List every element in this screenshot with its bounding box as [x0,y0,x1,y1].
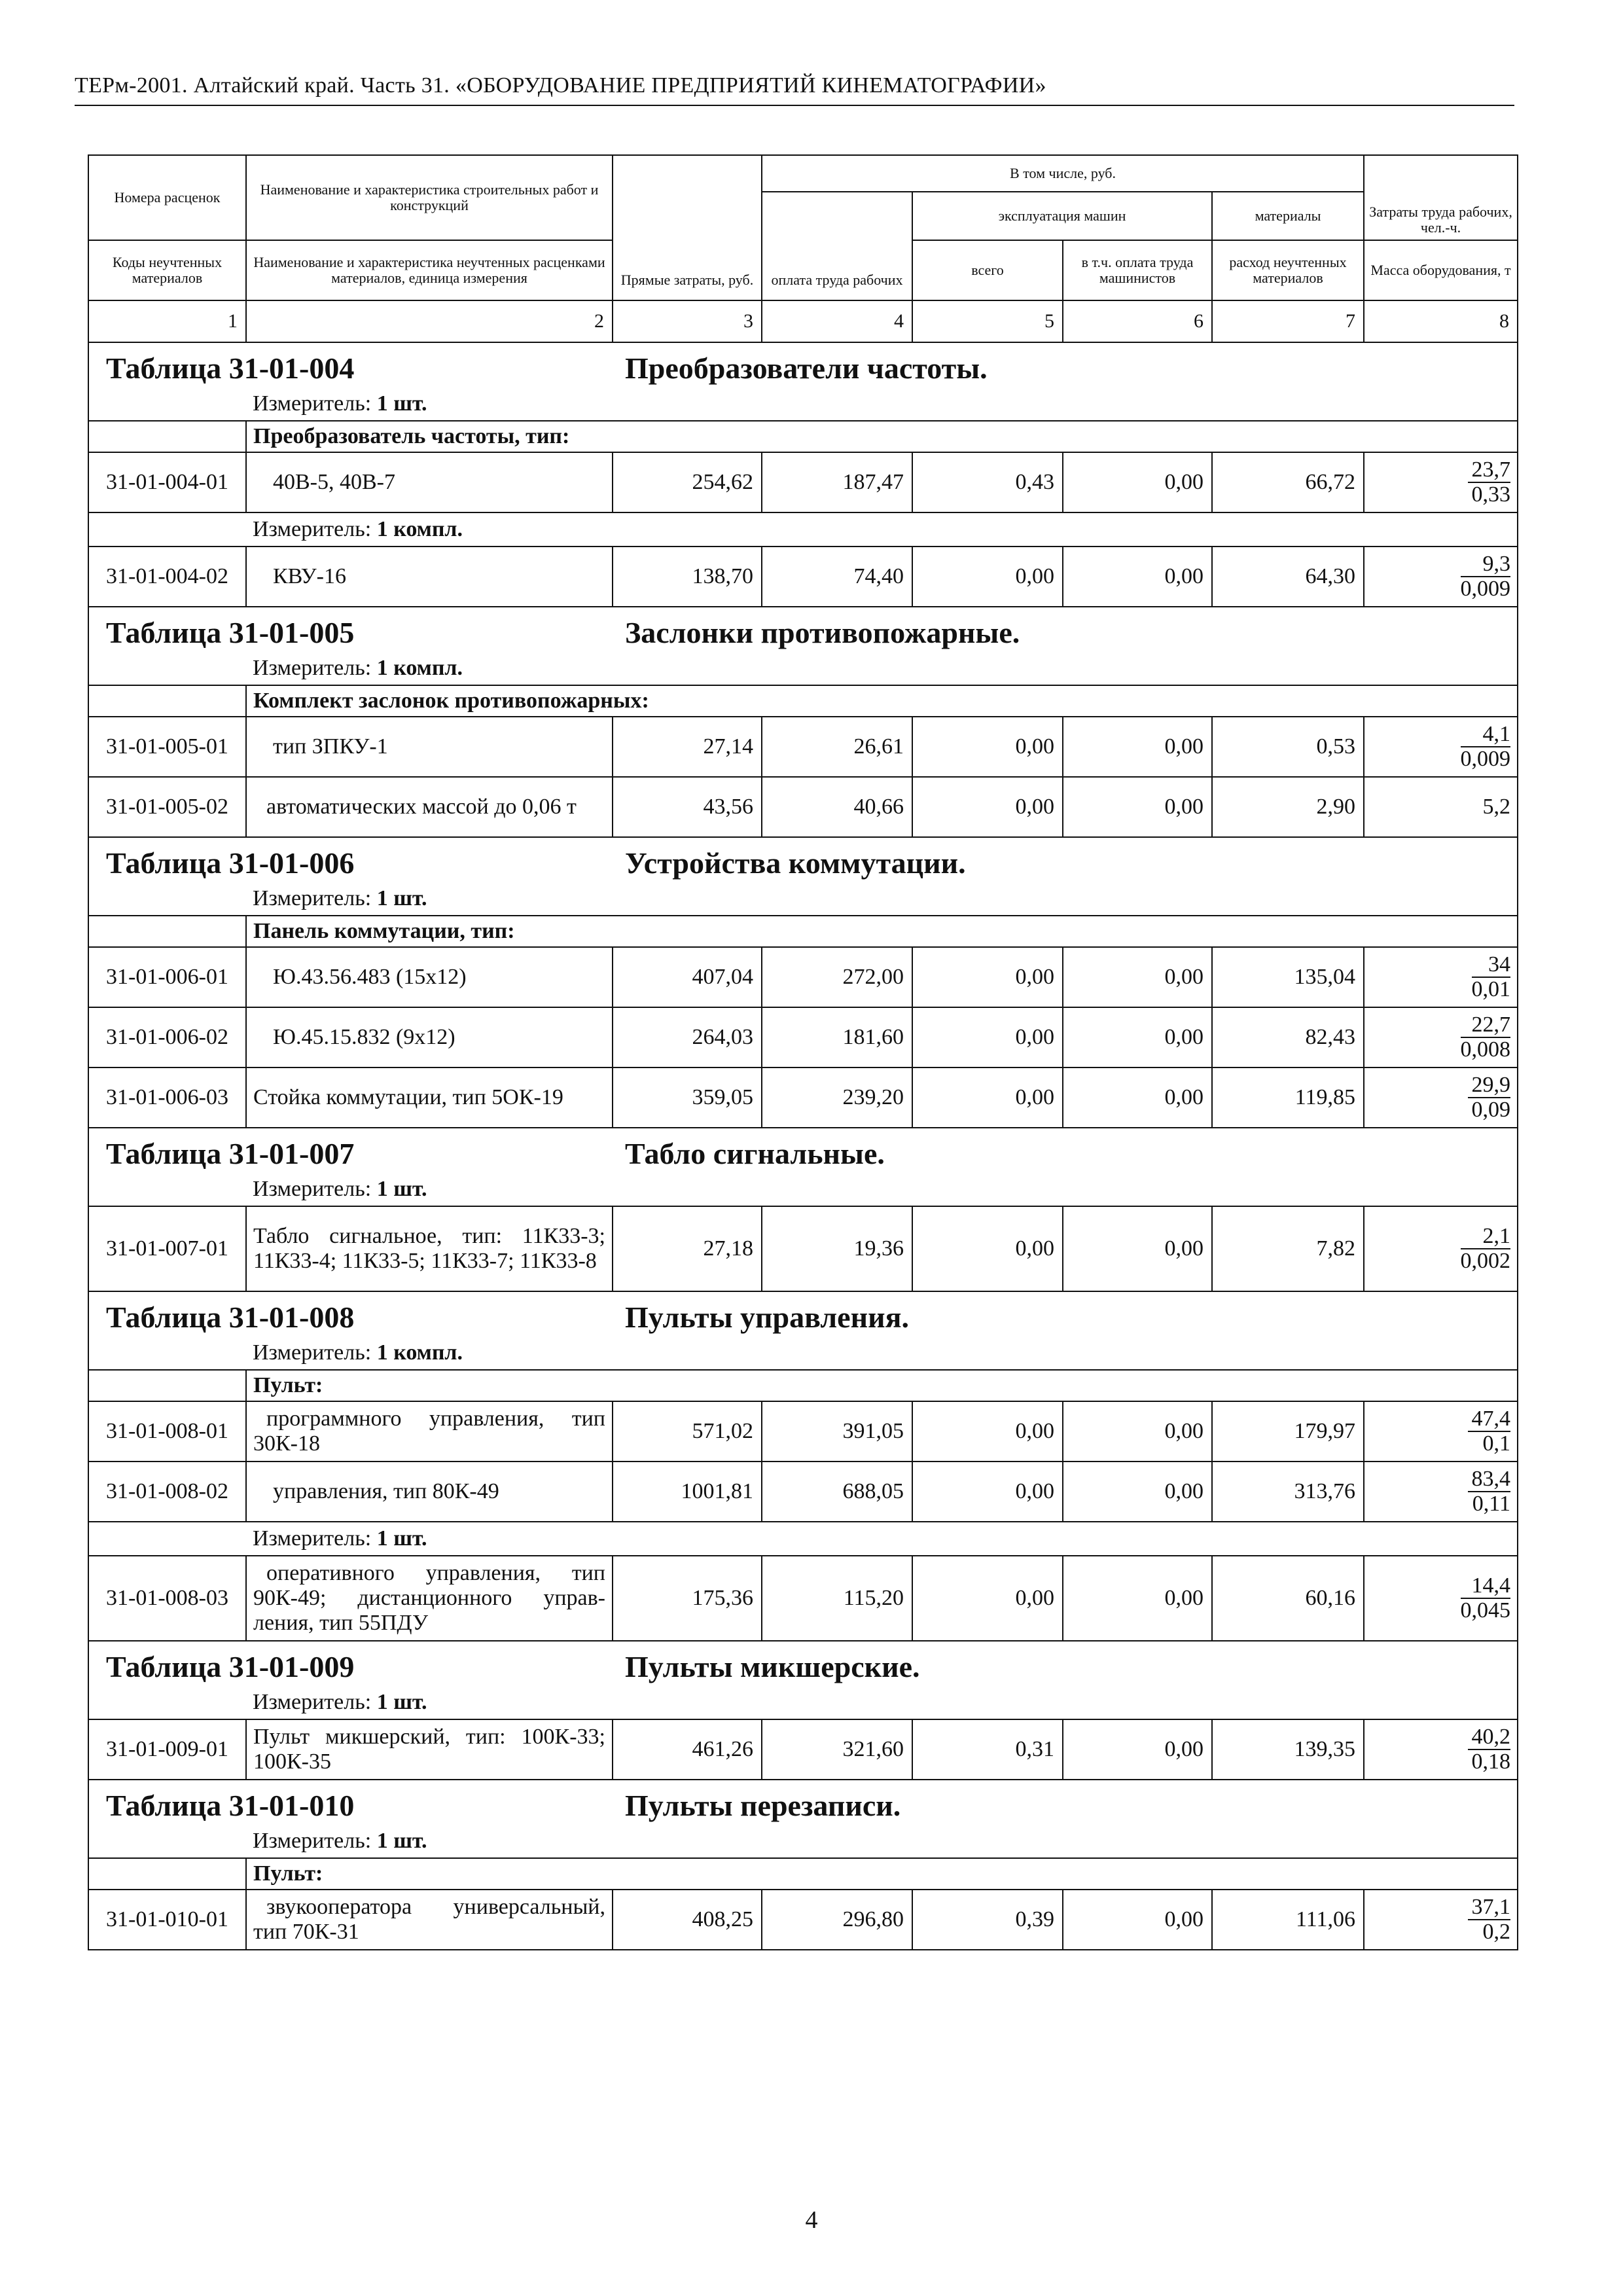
measure-row [88,1336,1518,1370]
rate-code: 31-01-005-01 [88,717,246,777]
measure-cell [246,1336,1518,1370]
group-row [88,685,1518,717]
equipment-mass: 0,2 [1482,1919,1511,1944]
table-row [88,947,1518,1007]
table-row [88,1067,1518,1128]
machine-costs: 0,00 [912,947,1063,1007]
measure-label: Измеритель: [253,391,372,416]
measure-row [88,387,1518,421]
col-header-work-name: Наименование и характеристика строительных работ и конструкций [246,155,613,240]
worker-pay: 688,05 [762,1462,912,1522]
worker-pay: 187,47 [762,452,912,512]
direct-costs: 254,62 [613,452,762,512]
labor-costs: 34 [1472,953,1511,978]
driver-pay: 0,00 [1063,947,1212,1007]
col-header-rate-numbers: Номера расценок [88,155,246,240]
rates-table-container [88,154,1517,1950]
fraction [1468,1895,1511,1944]
worker-pay: 239,20 [762,1067,912,1128]
table-title-cell [88,614,1518,652]
rate-code: 31-01-008-01 [88,1401,246,1462]
table-spacer [88,1291,1518,1299]
driver-pay: 0,00 [1063,1007,1212,1067]
rate-name: звукооператора универсальный, тип 70К-31 [246,1890,613,1950]
table-number: Таблица 31-01-006 [106,846,355,880]
blank-cell [88,1858,246,1890]
fraction [1461,1013,1511,1062]
table-body [88,342,1518,1950]
labor-costs: 4,1 [1461,723,1511,747]
measure-row [88,882,1518,916]
machine-costs: 0,39 [912,1890,1063,1950]
labor-mass-cell [1364,1890,1518,1950]
driver-pay: 0,00 [1063,547,1212,607]
measure-row [88,512,1518,547]
table-row [88,777,1518,837]
driver-pay: 0,00 [1063,1067,1212,1128]
labor-mass-cell [1364,1067,1518,1128]
blank-cell [88,1336,246,1370]
labor-mass-cell [1364,1556,1518,1641]
labor-costs: 37,1 [1468,1895,1511,1920]
blank-cell [88,1825,246,1858]
header-rule [75,105,1514,106]
table-row [88,547,1518,607]
blank-cell [88,421,246,452]
measure-cell [246,1686,1518,1719]
equipment-mass: 0,09 [1471,1097,1511,1122]
labor-costs: 29,9 [1468,1073,1511,1098]
spacer-cell [88,342,1518,350]
rate-code: 31-01-007-01 [88,1206,246,1291]
driver-pay: 0,00 [1063,717,1212,777]
worker-pay: 272,00 [762,947,912,1007]
table-title-row [88,844,1518,882]
fraction [1461,1225,1511,1273]
worker-pay: 391,05 [762,1401,912,1462]
table-row [88,1556,1518,1641]
col-header-material-name: Наименование и характеристика неучтенных расценками материалов, единица измерения [246,240,613,300]
table-spacer [88,1780,1518,1787]
worker-pay: 26,61 [762,717,912,777]
direct-costs: 1001,81 [613,1462,762,1522]
direct-costs: 43,56 [613,777,762,837]
table-title-row [88,1135,1518,1173]
equipment-mass: 0,33 [1471,482,1511,507]
group-label: Пульт: [246,1858,1518,1890]
rate-code: 31-01-006-03 [88,1067,246,1128]
labor-costs: 5,2 [1482,795,1511,819]
measure-label: Измеритель: [253,656,372,680]
labor-mass-cell [1364,1007,1518,1067]
group-label: Комплект заслонок противопожарных: [246,685,1518,717]
blank-cell [88,916,246,947]
rate-code: 31-01-009-01 [88,1719,246,1780]
blank-cell [88,652,246,685]
labor-mass-cell [1364,777,1518,837]
measure-label: Измеритель: [253,1690,372,1714]
labor-costs: 2,1 [1461,1225,1511,1249]
spacer-cell [88,607,1518,614]
table-row [88,1401,1518,1462]
table-number: Таблица 31-01-008 [106,1300,355,1334]
table-row [88,1719,1518,1780]
fraction [1468,1467,1511,1516]
equipment-mass: 0,11 [1472,1491,1511,1516]
spacer-cell [88,1291,1518,1299]
spacer-cell [88,1128,1518,1135]
labor-costs: 40,2 [1468,1725,1511,1750]
labor-mass-cell [1364,1462,1518,1522]
labor-costs: 9,3 [1461,552,1511,577]
labor-mass-cell [1364,1206,1518,1291]
material-costs: 139,35 [1212,1719,1364,1780]
table-title-row [88,614,1518,652]
group-row [88,1858,1518,1890]
worker-pay: 115,20 [762,1556,912,1641]
rate-code: 31-01-008-02 [88,1462,246,1522]
table-title-row [88,1648,1518,1686]
fraction [1461,552,1511,601]
labor-mass-cell [1364,1719,1518,1780]
material-costs: 179,97 [1212,1401,1364,1462]
labor-mass-cell [1364,452,1518,512]
rate-name: программного управления, тип 30К-18 [246,1401,613,1462]
rate-code: 31-01-006-02 [88,1007,246,1067]
fraction [1468,1073,1511,1122]
rate-name: Ю.45.15.832 (9х12) [246,1007,613,1067]
table-spacer [88,342,1518,350]
worker-pay: 296,80 [762,1890,912,1950]
measure-row [88,1522,1518,1556]
rates-table [88,154,1518,1950]
labor-costs: 83,4 [1468,1467,1511,1492]
machine-costs: 0,31 [912,1719,1063,1780]
labor-mass-cell [1364,717,1518,777]
material-costs: 119,85 [1212,1067,1364,1128]
rate-name: 40В-5, 40В-7 [246,452,613,512]
direct-costs: 27,18 [613,1206,762,1291]
col-header-materials: материалы [1212,192,1364,240]
table-spacer [88,1641,1518,1648]
col-header-worker-pay: оплата труда рабочих [762,192,912,300]
table-row [88,452,1518,512]
measure-label: Измеритель: [253,1829,372,1853]
col-header-material-consumption: расход неучтенных материалов [1212,240,1364,300]
driver-pay: 0,00 [1063,1719,1212,1780]
worker-pay: 74,40 [762,547,912,607]
driver-pay: 0,00 [1063,777,1212,837]
measure-label: Измеритель: [253,886,372,910]
table-title-cell [88,1648,1518,1686]
worker-pay: 40,66 [762,777,912,837]
table-title-cell [88,1787,1518,1825]
measure-value: 1 шт. [376,1829,427,1853]
machine-costs: 0,00 [912,717,1063,777]
table-number: Таблица 31-01-004 [106,351,355,385]
measure-row [88,652,1518,685]
labor-costs: 14,4 [1461,1574,1511,1599]
table-row [88,1206,1518,1291]
driver-pay: 0,00 [1063,1206,1212,1291]
rate-name: оперативного управления, тип 90К-49; дистанционного управ-ления, тип 55ПДУ [246,1556,613,1641]
direct-costs: 407,04 [613,947,762,1007]
rate-name: КВУ-16 [246,547,613,607]
rate-name: тип ЗПКУ-1 [246,717,613,777]
col-number: 4 [762,300,912,342]
material-costs: 7,82 [1212,1206,1364,1291]
blank-cell [88,1173,246,1206]
rate-code: 31-01-008-03 [88,1556,246,1641]
col-header-total: всего [912,240,1063,300]
measure-row [88,1825,1518,1858]
measure-cell [246,1173,1518,1206]
table-row [88,1890,1518,1950]
rate-name: Пульт микшерский, тип: 100К-33; 100К-35 [246,1719,613,1780]
col-header-equipment-mass: Масса оборудования, т [1364,240,1518,300]
material-costs: 2,90 [1212,777,1364,837]
direct-costs: 175,36 [613,1556,762,1641]
col-header-material-codes: Коды неучтенных материалов [88,240,246,300]
material-costs: 82,43 [1212,1007,1364,1067]
measure-value: 1 компл. [376,517,463,541]
fraction [1468,1407,1511,1456]
page-number: 4 [805,2206,818,2234]
table-title-cell [88,350,1518,387]
material-costs: 64,30 [1212,547,1364,607]
table-title: Пульты микшерские. [625,1650,920,1683]
table-title: Устройства коммутации. [625,846,966,880]
equipment-mass: 0,008 [1460,1037,1511,1062]
group-row [88,421,1518,452]
group-label: Пульт: [246,1370,1518,1401]
measure-cell [246,512,1518,547]
measure-cell [246,652,1518,685]
blank-cell [88,685,246,717]
rate-name: управления, тип 80К-49 [246,1462,613,1522]
group-row [88,916,1518,947]
labor-costs: 47,4 [1468,1407,1511,1432]
equipment-mass: 0,1 [1482,1431,1511,1456]
labor-costs: 22,7 [1461,1013,1511,1038]
material-costs: 66,72 [1212,452,1364,512]
group-row [88,1370,1518,1401]
rate-code: 31-01-010-01 [88,1890,246,1950]
fraction [1468,458,1511,507]
table-title: Преобразователи частоты. [625,351,988,385]
direct-costs: 138,70 [613,547,762,607]
rate-name: Табло сигнальное, тип: 11К33-3; 11К33-4; 11К33-5; 11К33-7; 11К33-8 [246,1206,613,1291]
measure-value: 1 компл. [376,1340,463,1365]
fraction [1461,1574,1511,1623]
material-costs: 111,06 [1212,1890,1364,1950]
direct-costs: 27,14 [613,717,762,777]
equipment-mass: 0,01 [1471,977,1511,1001]
machine-costs: 0,00 [912,547,1063,607]
direct-costs: 461,26 [613,1719,762,1780]
col-header-machine-operation: эксплуатация машин [912,192,1212,240]
material-costs: 135,04 [1212,947,1364,1007]
group-label: Преобразователь частоты, тип: [246,421,1518,452]
group-label: Панель коммутации, тип: [246,916,1518,947]
rate-name: автоматических массой до 0,06 т [246,777,613,837]
material-costs: 60,16 [1212,1556,1364,1641]
table-row [88,1007,1518,1067]
machine-costs: 0,43 [912,452,1063,512]
measure-cell [246,882,1518,916]
spacer-cell [88,1641,1518,1648]
machine-costs: 0,00 [912,1067,1063,1128]
table-title: Пульты перезаписи. [625,1789,901,1822]
worker-pay: 181,60 [762,1007,912,1067]
machine-costs: 0,00 [912,1007,1063,1067]
labor-mass-cell [1364,1401,1518,1462]
labor-costs: 23,7 [1468,458,1511,483]
table-number: Таблица 31-01-005 [106,616,355,649]
fraction [1472,953,1511,1001]
col-number: 5 [912,300,1063,342]
col-header-driver-pay: в т.ч. оплата труда машинистов [1063,240,1212,300]
measure-row [88,1173,1518,1206]
driver-pay: 0,00 [1063,1890,1212,1950]
rate-code: 31-01-004-01 [88,452,246,512]
measure-cell [246,1825,1518,1858]
col-number: 3 [613,300,762,342]
blank-cell [88,512,246,547]
col-number: 8 [1364,300,1518,342]
measure-label: Измеритель: [253,1177,372,1201]
worker-pay: 19,36 [762,1206,912,1291]
table-head [88,155,1518,342]
measure-value: 1 шт. [376,1177,427,1201]
table-title-row [88,350,1518,387]
col-number: 7 [1212,300,1364,342]
col-header-labor-costs: Затраты труда рабочих, чел.-ч. [1364,155,1518,240]
worker-pay: 321,60 [762,1719,912,1780]
table-number: Таблица 31-01-007 [106,1137,355,1170]
measure-row [88,1686,1518,1719]
table-title-row [88,1787,1518,1825]
rate-code: 31-01-004-02 [88,547,246,607]
driver-pay: 0,00 [1063,452,1212,512]
machine-costs: 0,00 [912,777,1063,837]
measure-value: 1 шт. [376,1526,427,1551]
table-title-cell [88,844,1518,882]
fraction [1461,723,1511,771]
table-number: Таблица 31-01-009 [106,1650,355,1683]
measure-value: 1 компл. [376,656,463,680]
table-title-cell [88,1135,1518,1173]
labor-mass-cell [1364,947,1518,1007]
driver-pay: 0,00 [1063,1462,1212,1522]
machine-costs: 0,00 [912,1462,1063,1522]
page-header: ТЕРм-2001. Алтайский край. Часть 31. «ОБОРУДОВАНИЕ ПРЕДПРИЯТИЙ КИНЕМАТОГРАФИИ» [75,73,1046,98]
col-header-direct-costs: Прямые затраты, руб. [613,155,762,300]
material-costs: 313,76 [1212,1462,1364,1522]
equipment-mass: 0,009 [1460,746,1511,771]
measure-cell [246,1522,1518,1556]
direct-costs: 359,05 [613,1067,762,1128]
blank-cell [88,882,246,916]
machine-costs: 0,00 [912,1401,1063,1462]
driver-pay: 0,00 [1063,1401,1212,1462]
rate-name: Ю.43.56.483 (15х12) [246,947,613,1007]
table-spacer [88,837,1518,844]
equipment-mass: 0,009 [1460,576,1511,601]
direct-costs: 408,25 [613,1890,762,1950]
measure-value: 1 шт. [376,1690,427,1714]
measure-label: Измеритель: [253,1526,372,1551]
table-number: Таблица 31-01-010 [106,1789,355,1822]
measure-label: Измеритель: [253,1340,372,1365]
machine-costs: 0,00 [912,1206,1063,1291]
table-row [88,1462,1518,1522]
material-costs: 0,53 [1212,717,1364,777]
equipment-mass: 0,045 [1460,1598,1511,1623]
measure-cell [246,387,1518,421]
blank-cell [88,1686,246,1719]
spacer-cell [88,837,1518,844]
blank-cell [88,1522,246,1556]
labor-mass-cell [1364,547,1518,607]
table-spacer [88,1128,1518,1135]
fraction [1468,1725,1511,1774]
driver-pay: 0,00 [1063,1556,1212,1641]
measure-label: Измеритель: [253,517,372,541]
equipment-mass: 0,18 [1471,1749,1511,1774]
table-title-row [88,1299,1518,1336]
machine-costs: 0,00 [912,1556,1063,1641]
direct-costs: 264,03 [613,1007,762,1067]
table-row [88,717,1518,777]
table-title-cell [88,1299,1518,1336]
col-number: 6 [1063,300,1212,342]
rate-name: Стойка коммутации, тип 5ОК-19 [246,1067,613,1128]
blank-cell [88,1370,246,1401]
rate-code: 31-01-006-01 [88,947,246,1007]
rate-code: 31-01-005-02 [88,777,246,837]
col-header-including: В том числе, руб. [762,155,1364,192]
blank-cell [88,387,246,421]
table-title: Табло сигнальные. [625,1137,885,1170]
table-title: Заслонки противопожарные. [625,616,1020,649]
col-number: 1 [88,300,246,342]
measure-value: 1 шт. [376,886,427,910]
equipment-mass: 0,002 [1460,1248,1511,1273]
measure-value: 1 шт. [376,391,427,416]
spacer-cell [88,1780,1518,1787]
table-spacer [88,607,1518,614]
col-number: 2 [246,300,613,342]
direct-costs: 571,02 [613,1401,762,1462]
table-title: Пульты управления. [625,1300,909,1334]
